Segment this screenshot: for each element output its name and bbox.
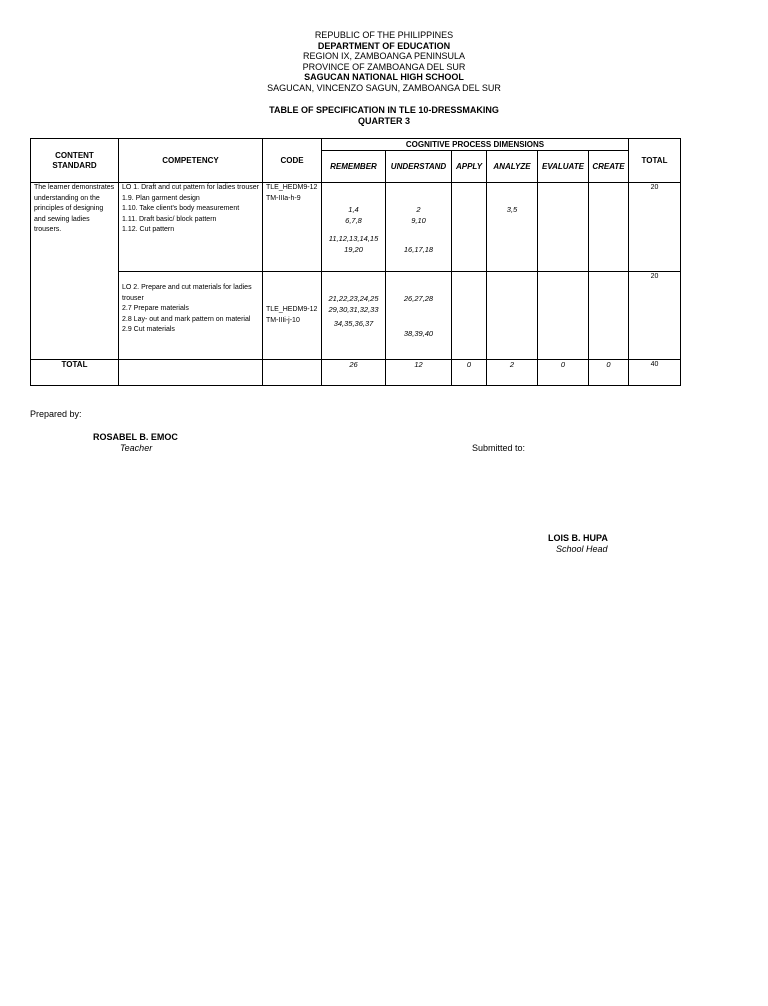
competency-line: 2.7 Prepare materials [122, 305, 189, 312]
item-numbers: 21,22,23,24,25 [328, 294, 379, 303]
apply-cell [452, 272, 487, 360]
understand-cell [386, 272, 452, 360]
analyze-cell [487, 183, 538, 272]
row-total-cell: 20 [629, 183, 681, 272]
understand-cell [386, 183, 452, 272]
competency-line: 2.8 Lay- out and mark pattern on material [122, 315, 251, 323]
document-title [0, 105, 768, 127]
header-republic: REPUBLIC OF THE PHILIPPINES [314, 30, 454, 40]
code-cell: TLE_HEDM9-12TM-IIIa-h-9 [263, 183, 322, 272]
th-create: CREATE [589, 151, 629, 183]
competency-line: 1.9. Plan garment design [122, 194, 200, 202]
evaluate-cell [538, 183, 589, 272]
item-numbers: 16,17,18 [403, 245, 434, 254]
totals-competency-cell [119, 360, 263, 386]
row-total-cell: 20 [629, 272, 681, 360]
competency-line: LO 1. Draft and cut pattern for ladies trouser [122, 184, 259, 191]
header-department: DEPARTMENT OF EDUCATION [317, 40, 451, 51]
title-quarter: QUARTER 3 [357, 116, 410, 126]
item-numbers: 29,30,31,32,33 [328, 304, 379, 314]
header-school: SAGUCAN NATIONAL HIGH SCHOOL [304, 72, 464, 82]
school-head-role: School Head [556, 544, 608, 554]
remember-cell [322, 272, 386, 360]
school-head-name: LOIS B. HUPA [548, 533, 608, 543]
apply-cell [452, 183, 487, 272]
item-numbers: 26,27,28 [403, 294, 434, 303]
totals-code-cell [263, 360, 322, 386]
grand-total: 40 [629, 360, 681, 386]
item-numbers: 34,35,36,37 [333, 319, 374, 328]
prepared-by-label: Prepared by: [30, 409, 82, 419]
create-cell [589, 183, 629, 272]
competency-line: 2.9 Cut materials [122, 326, 175, 333]
item-numbers: 6,7,8 [345, 215, 362, 225]
table-row [31, 272, 681, 360]
item-numbers: 11,12,13,14,15 [328, 234, 379, 243]
header-address: SAGUCAN, VINCENZO SAGUN, ZAMBOANGA DEL SUR [267, 82, 501, 93]
teacher-name: ROSABEL B. EMOC [93, 432, 178, 442]
competency-line: 1.11. Draft basic/ block pattern [122, 215, 217, 223]
totals-label: TOTAL [31, 360, 119, 386]
total-analyze: 2 [487, 360, 538, 386]
code-cell: TLE_HEDM9-12TM-IIIi-j-10 [263, 272, 322, 360]
item-numbers: 2 [416, 205, 421, 214]
th-content-standard: CONTENT STANDARD [31, 139, 119, 183]
th-evaluate: EVALUATE [538, 151, 589, 183]
create-cell [589, 272, 629, 360]
competency-cell [119, 272, 263, 360]
th-apply: APPLY [452, 151, 487, 183]
title-main: TABLE OF SPECIFICATION IN TLE 10-DRESSMAKING [269, 105, 499, 115]
item-numbers: 19,20 [344, 244, 363, 254]
document-header [0, 30, 768, 93]
remember-cell [322, 183, 386, 272]
th-code: CODE [263, 139, 322, 183]
total-remember: 26 [322, 360, 386, 386]
total-evaluate: 0 [538, 360, 589, 386]
th-competency: COMPETENCY [119, 139, 263, 183]
table-row [31, 183, 681, 272]
total-create: 0 [589, 360, 629, 386]
item-numbers: 3,5 [506, 205, 518, 214]
th-total: TOTAL [629, 139, 681, 183]
competency-line: 1.10. Take client's body measurement [122, 205, 240, 212]
specification-table [30, 138, 681, 386]
analyze-cell [487, 272, 538, 360]
total-apply: 0 [452, 360, 487, 386]
header-province: PROVINCE OF ZAMBOANGA DEL SUR [302, 61, 466, 72]
evaluate-cell [538, 272, 589, 360]
competency-line: 1.12. Cut pattern [122, 226, 175, 233]
totals-row [31, 360, 681, 386]
total-understand: 12 [386, 360, 452, 386]
th-understand: UNDERSTAND [386, 151, 452, 183]
competency-cell [119, 183, 263, 272]
content-standard-cell: The learner demonstrates understanding on the principles of designing and sewing ladies trousers. [31, 183, 119, 360]
item-numbers: 9,10 [411, 215, 426, 225]
item-numbers: 1,4 [348, 205, 359, 214]
competency-line: LO 2. Prepare and cut materials for ladies trouser [122, 284, 252, 302]
th-cognitive-dimensions: COGNITIVE PROCESS DIMENSIONS [322, 139, 629, 151]
th-remember: REMEMBER [322, 151, 386, 183]
submitted-to-label: Submitted to: [472, 443, 526, 453]
item-numbers: 38,39,40 [403, 328, 434, 338]
teacher-role: Teacher [120, 443, 153, 453]
th-analyze: ANALYZE [487, 151, 538, 183]
header-region: REGION IX, ZAMBOANGA PENINSULA [302, 51, 466, 61]
